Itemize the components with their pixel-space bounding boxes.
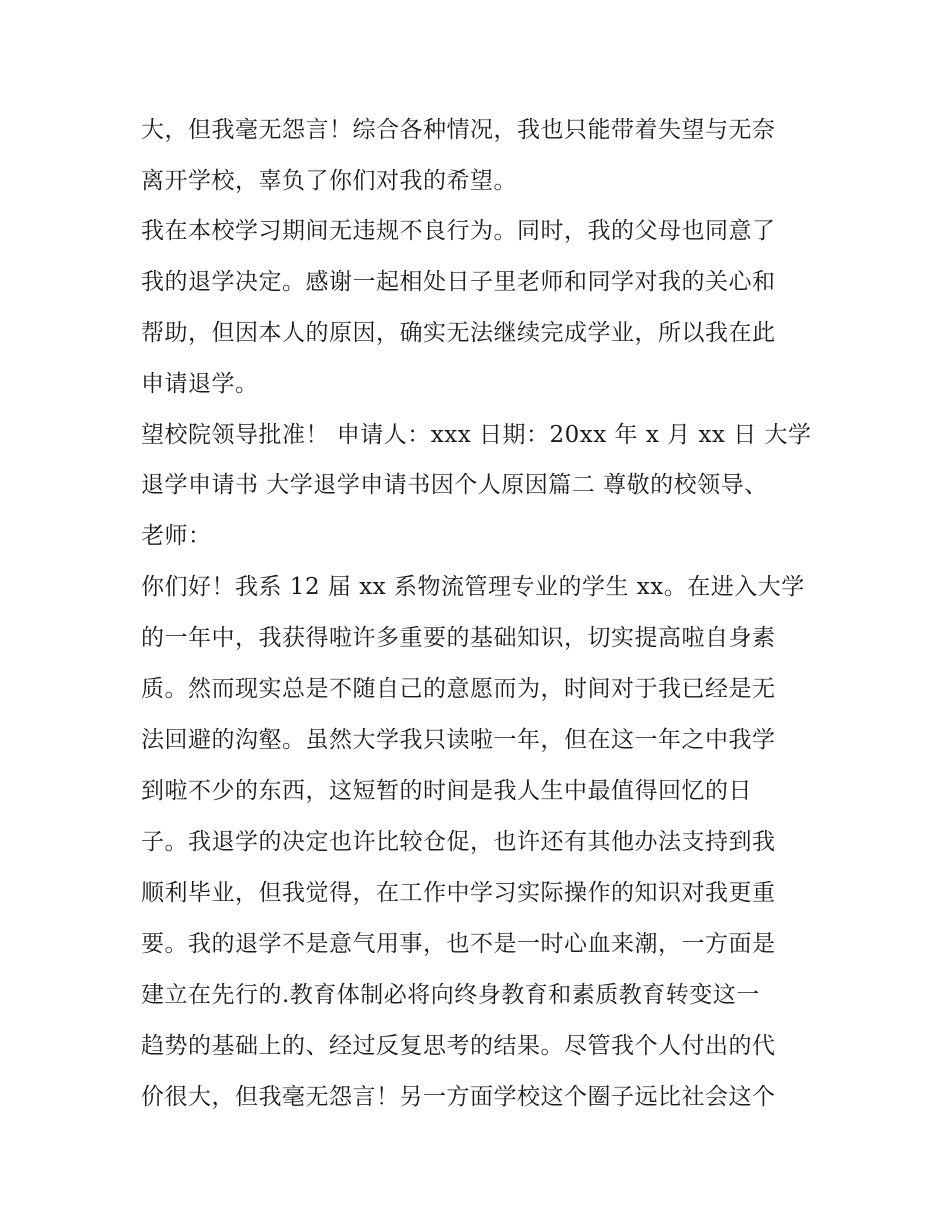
text-line: 建立在先行的.教育体制必将向终身教育和素质教育转变这一 [141,982,760,1008]
text-line: 老师： [141,523,212,549]
text-line: 你们好！我系 12 届 xx 系物流管理专业的学生 xx。在进入大学 [141,574,805,600]
text-line: 我的退学决定。感谢一起相处日子里老师和同学对我的关心和 [141,269,776,295]
text-line: 子。我退学的决定也许比较仓促，也许还有其他办法支持到我 [141,829,776,855]
text-line: 顺利毕业，但我觉得，在工作中学习实际操作的知识对我更重 [141,880,776,906]
text-line: 质。然而现实总是不随自己的意愿而为，时间对于我已经是无 [141,676,776,702]
text-line: 到啦不少的东西，这短暂的时间是我人生中最值得回忆的日 [141,778,752,804]
text-line: 离开学校，辜负了你们对我的希望。 [141,168,517,194]
text-line: 我在本校学习期间无违规不良行为。同时，我的父母也同意了 [141,218,776,244]
text-line: 的一年中，我获得啦许多重要的基础知识，切实提高啦自身素 [141,625,776,651]
text-line: 帮助，但因本人的原因，确实无法继续完成学业，所以我在此 [141,320,776,346]
text-line: 申请退学。 [141,371,259,397]
text-line: 趋势的基础上的、经过反复思考的结果。尽管我个人付出的代 [141,1033,776,1059]
text-line: 退学申请书 大学退学申请书因个人原因篇二 尊敬的校领导、 [141,472,768,498]
text-line: 大，但我毫无怨言！综合各种情况，我也只能带着失望与无奈 [141,117,776,143]
text-line: 价很大，但我毫无怨言！另一方面学校这个圈子远比社会这个 [141,1084,776,1110]
text-line: 望校院领导批准！ 申请人：xxx 日期：20xx 年 x 月 xx 日 大学 [141,422,812,448]
text-line: 法回避的沟壑。虽然大学我只读啦一年，但在这一年之中我学 [141,727,776,753]
text-line: 要。我的退学不是意气用事，也不是一时心血来潮，一方面是 [141,931,776,957]
